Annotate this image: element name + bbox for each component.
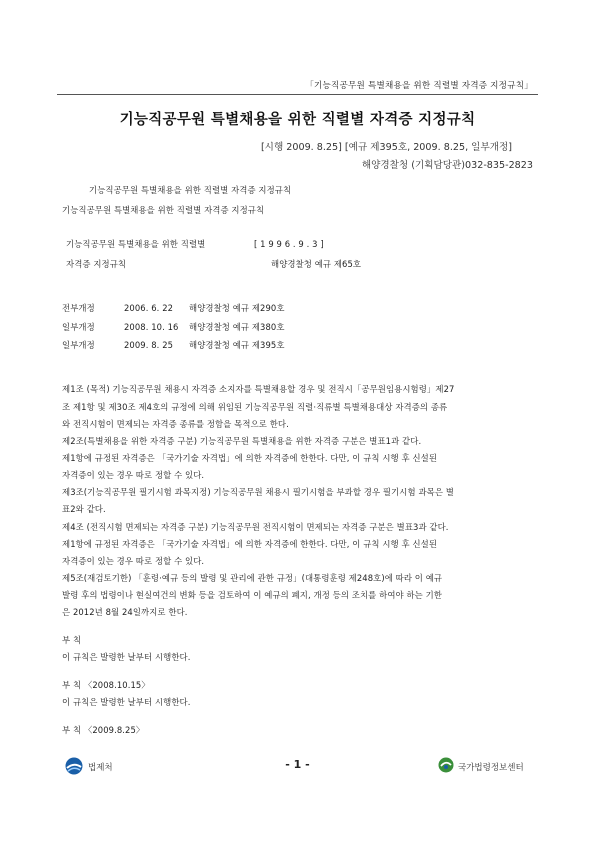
history-date: 2009. 8. 25 bbox=[124, 340, 174, 350]
intro-line-4-right: 해양경찰청 예규 제65호 bbox=[271, 259, 362, 269]
article-line: 자격증이 있는 경우 따로 정할 수 있다. bbox=[62, 470, 205, 480]
addendum-heading: 부 칙 〈2009.8.25〉 bbox=[62, 725, 145, 735]
history-date: 2006. 6. 22 bbox=[124, 303, 174, 313]
article-line: 제2조(특별채용을 위한 자격증 구분) 기능직공무원 특별채용을 위한 자격증 구분은 별표1과 같다. bbox=[62, 436, 422, 446]
article-line: 제5조(재검토기한) 「훈령·예규 등의 발령 및 관리에 관한 규정」(대통령훈령 제248호)에 따라 이 예규 bbox=[62, 573, 443, 583]
intro-date-bracket: [ 1 9 9 6 . 9 . 3 ] bbox=[254, 239, 324, 249]
enforcement-info: [시행 2009. 8.25] [예규 제395호, 2009. 8.25, 일부개정] bbox=[260, 142, 512, 153]
article-line: 제1항에 규정된 자격증은 「국가기술 자격법」에 의한 자격증에 한한다. 다만, 이 규칙 시행 후 신설된 bbox=[62, 453, 438, 463]
article-line: 표2와 같다. bbox=[62, 504, 106, 514]
article-line: 제1항에 규정된 자격증은 「국가기술 자격법」에 의한 자격증에 한한다. 다만, 이 규칙 시행 후 신설된 bbox=[62, 539, 438, 549]
article-line: 제3조(기능직공무원 필기시험 과목지정) 기능직공무원 채용시 필기시험을 부과할 경우 필기시험 과목은 별 bbox=[62, 487, 454, 497]
law-info-center-logo-text: 국가법령정보센터 bbox=[458, 763, 524, 773]
running-header: 「기능직공무원 특별채용을 위한 직렬별 자격증 지정규칙」 bbox=[305, 81, 533, 91]
addendum-heading: 부 칙 bbox=[62, 635, 82, 645]
history-type: 일부개정 bbox=[62, 340, 95, 350]
ministry-contact: 해양경찰청 (기획담당관)032-835-2823 bbox=[361, 160, 533, 171]
history-type: 일부개정 bbox=[62, 322, 95, 332]
addendum-text: 이 규칙은 발령한 날부터 시행한다. bbox=[62, 652, 191, 662]
history-desc: 해양경찰청 예규 제380호 bbox=[189, 322, 285, 332]
addendum-heading: 부 칙 〈2008.10.15〉 bbox=[62, 680, 150, 690]
document-title: 기능직공무원 특별채용을 위한 직렬별 자격증 지정규칙 bbox=[119, 112, 476, 128]
intro-line-1: 기능직공무원 특별채용을 위한 직렬별 자격증 지정규칙 bbox=[89, 185, 292, 195]
page-number: - 1 - bbox=[285, 758, 310, 771]
article-line: 발령 후의 법령이나 현실여건의 변화 등을 검토하여 이 예규의 폐지, 개정 등의 조치를 하여야 하는 기한 bbox=[62, 590, 442, 600]
history-type: 전부개정 bbox=[62, 303, 95, 313]
history-desc: 해양경찰청 예규 제395호 bbox=[189, 340, 285, 350]
article-line: 와 전직시험이 면제되는 자격증 종류를 정함을 목적으로 한다. bbox=[62, 419, 289, 429]
history-desc: 해양경찰청 예규 제290호 bbox=[189, 303, 285, 313]
article-line: 제4조 (전직시험 면제되는 자격증 구분) 기능직공무원 전직시험이 면제되는 자격증 구분은 별표3과 같다. bbox=[62, 522, 449, 532]
header-rule bbox=[57, 94, 538, 95]
history-date: 2008. 10. 16 bbox=[124, 322, 179, 332]
article-line: 은 2012년 8월 24일까지로 한다. bbox=[62, 607, 188, 617]
intro-line-4-left: 자격증 지정규칙 bbox=[66, 259, 127, 269]
intro-line-3-left: 기능직공무원 특별채용을 위한 직렬별 bbox=[66, 239, 206, 249]
article-line: 제1조 (목적) 기능직공무원 채용시 자격증 소지자를 특별채용할 경우 및 전직시「공무원임용시험령」제27 bbox=[62, 384, 455, 394]
article-line: 조 제1항 및 제30조 제4호의 규정에 의해 위임된 기능직공무원 직렬·직류별 특별채용대상 자격증의 종류 bbox=[62, 402, 448, 412]
law-info-center-logo-icon bbox=[437, 756, 455, 774]
moleg-logo-text: 법제처 bbox=[88, 763, 113, 773]
intro-line-2: 기능직공무원 특별채용을 위한 직렬별 자격증 지정규칙 bbox=[62, 205, 265, 215]
article-line: 자격증이 있는 경우 따로 정할 수 있다. bbox=[62, 556, 205, 566]
addendum-text: 이 규칙은 발령한 날부터 시행한다. bbox=[62, 697, 191, 707]
